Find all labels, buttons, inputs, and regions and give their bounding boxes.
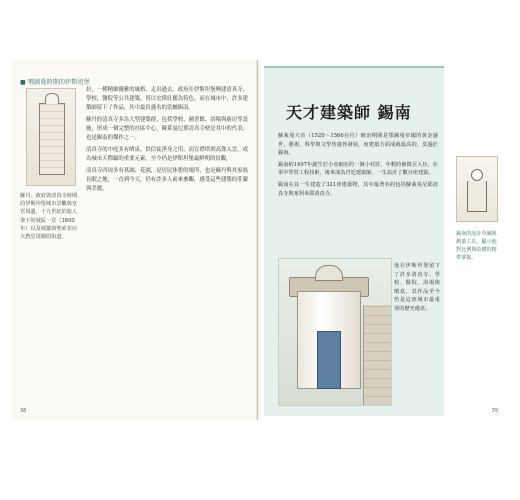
feature-title: 天才建築師 錫南 (286, 103, 412, 122)
left-body-text (86, 86, 248, 398)
left-paragraph: 清真寺的中庭多有噴泉，供信徒淨身之用，而宣禮塔則高聳入雲，成為城市天際線的重要元素，至今仍是伊斯坦堡最鮮明的景觀。 (86, 147, 248, 162)
sinan-portrait-sketch (456, 156, 498, 222)
book-spread (12, 60, 508, 420)
stone-wall (363, 305, 392, 405)
left-caption: 蘇丹、政府與清真寺時期的伊斯坦堡城市景觀與皇宮周邊，十九世紀的旅人筆下的城區一景（1600年）以及城牆與聖索菲亞大教堂周圍的街道。 (20, 193, 78, 241)
pavilion-illustration (278, 258, 392, 406)
left-paragraph: 清真寺四周多有墓園、花園，是居民休憩的場所，也是蘇丹與其家族長眠之地，一直到今天，仍有許多人前來參觀，感受這些建築的莊嚴與美麗。 (86, 168, 248, 192)
door-shape (317, 331, 341, 389)
right-paragraph: 蘇萊曼大帝（1520〜1566在位）統治期間是鄂圖曼帝國的黃金盛世，藝術、科學與文學皆蓬勃發展，而建築方面成就最高的，莫過於錫南。 (278, 133, 438, 157)
right-page-number: 39 (491, 408, 498, 414)
right-paragraph: 錫南在其一生建造了321座建築物，其中最著名的包括蘇萊曼尼耶清真寺與塞利米耶清真寺。 (278, 181, 438, 197)
left-paragraph: 拉，一種精緻優雅的風格，走出過去，政府在伊斯坦堡興建清真寺、學校、醫院等公共建築，皆以宏偉壯麗為特色，而在城市中，許多建築師留下了作品，其中最負盛名的當屬錫南。 (86, 87, 248, 111)
right-paragraph: 錫南約1497年誕生於小亞細亞的一個小村莊，年輕時被徵召入伍，在軍中學習工程技術，後來成為宮廷建築師，一生設計了數百座建築。 (278, 161, 438, 177)
architecture-sketch-image (26, 88, 76, 186)
right-body-text (278, 132, 438, 262)
section-label: ■ 鄂圖曼時期的伊斯坦堡 (20, 77, 90, 86)
left-sidebar (20, 88, 82, 338)
left-page-number: 38 (20, 408, 27, 414)
right-caption: 錫南的設計草圖與測量工具，顯示他對比例與結構的精準掌握。 (456, 231, 497, 261)
right-side-column-text: 他在伊斯坦堡留下了許多清真寺、學校、醫院、浴場與噴泉，其作品至今仍是這座城市最重要的歷史遺產。 (394, 263, 440, 312)
cupola-shape (315, 265, 343, 281)
right-page (260, 60, 508, 420)
left-page (12, 60, 258, 420)
left-paragraph: 蘇丹的清真寺多為大型建築群，包括學校、圖書館、浴場與廚房等設施，形成一個完整的社區中心，蘇萊曼尼耶清真寺便是其中的代表，也是錫南的傑作之一。 (86, 117, 248, 141)
